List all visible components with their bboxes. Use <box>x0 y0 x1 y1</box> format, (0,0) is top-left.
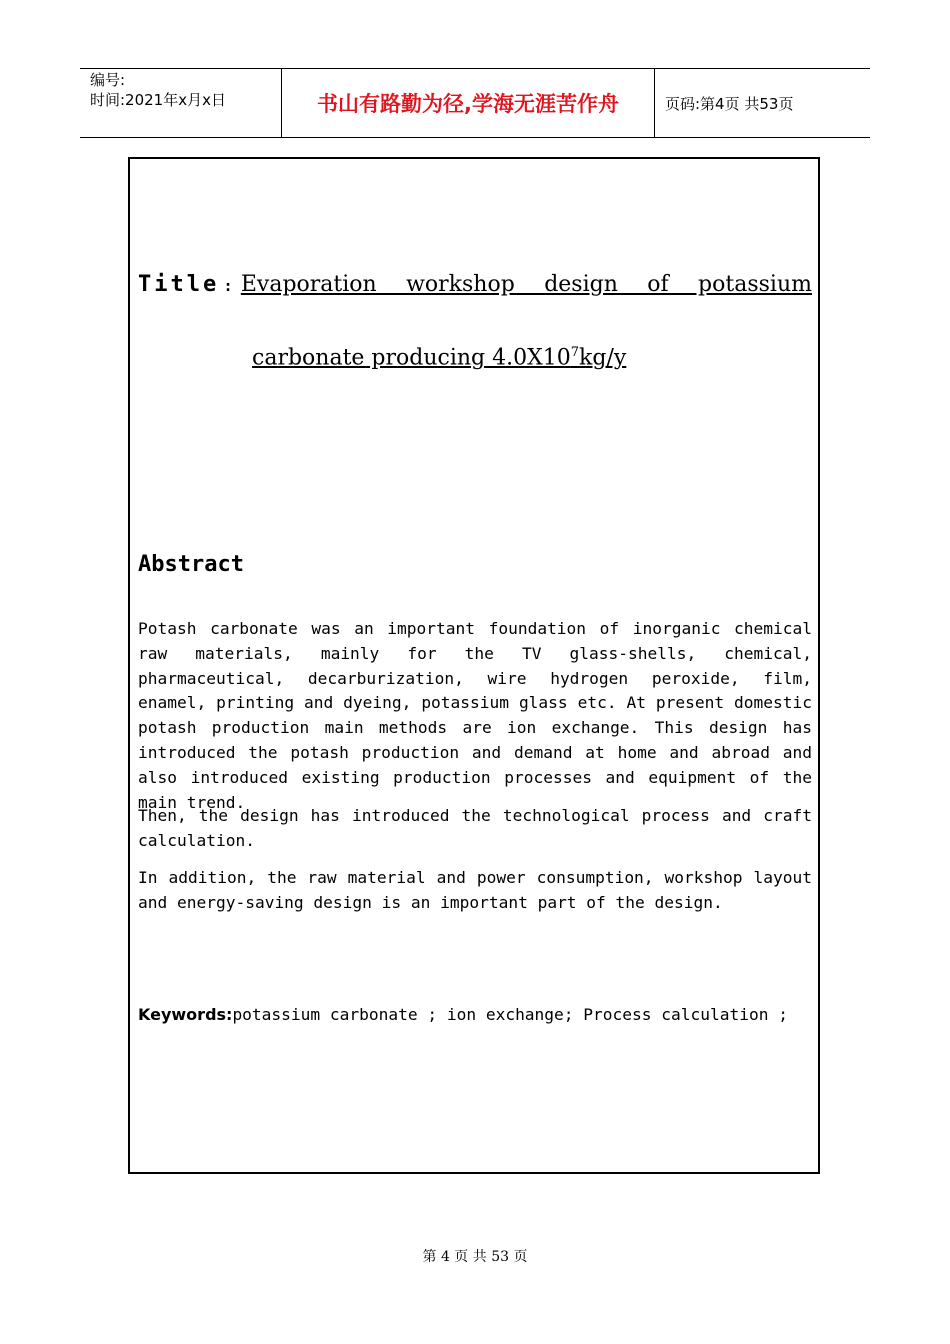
title-superscript: 7 <box>570 345 580 360</box>
abstract-paragraph: Then, the design has introduced the technological process and craft calculation. <box>138 806 812 850</box>
title-label: Title <box>138 272 220 297</box>
title-line-2 <box>252 345 626 370</box>
header-center-cell <box>282 69 655 137</box>
title-colon: : <box>225 279 231 295</box>
abstract-paragraph: Potash carbonate was an important foundation of inorganic chemical raw materials, mainly for the TV glass-shells, chemical, pharmaceutical, decarburization, wire hydrogen peroxide, film, enamel, printing and dyeing, potassium glass etc. At present domestic potash production main methods are ion exchange. This design has introduced the potash production and demand at home and abroad and also introduced existing production processes and equipment of the main trend. <box>138 619 812 812</box>
header-left-cell <box>80 69 282 137</box>
abstract-heading: Abstract <box>138 552 244 577</box>
header-right-cell <box>655 69 870 137</box>
page-header <box>80 68 870 138</box>
keywords-line <box>138 1003 788 1027</box>
keywords-label: Keywords: <box>138 1005 233 1024</box>
page-footer: 第 4 页 共 53 页 <box>422 1249 528 1265</box>
title-line-1 <box>138 272 812 304</box>
title-text-line-2: carbonate producing 4.0X10 <box>252 345 571 371</box>
title-text-line-1: Evaporation workshop design of potassium <box>240 272 812 297</box>
header-page-info: 页码:第4页 共53页 <box>665 95 794 113</box>
document-date: 时间:2021年x月x日 <box>90 91 226 109</box>
abstract-paragraph: In addition, the raw material and power consumption, workshop layout and energy-saving design is an important part of the design. <box>138 868 812 912</box>
header-motto: 书山有路勤为径,学海无涯苦作舟 <box>317 92 619 116</box>
keywords-text: potassium carbonate ; ion exchange; Process calculation ; <box>232 1005 788 1024</box>
document-number-label: 编号: <box>90 71 126 89</box>
title-text-line-2-suffix: kg/y <box>579 345 627 371</box>
